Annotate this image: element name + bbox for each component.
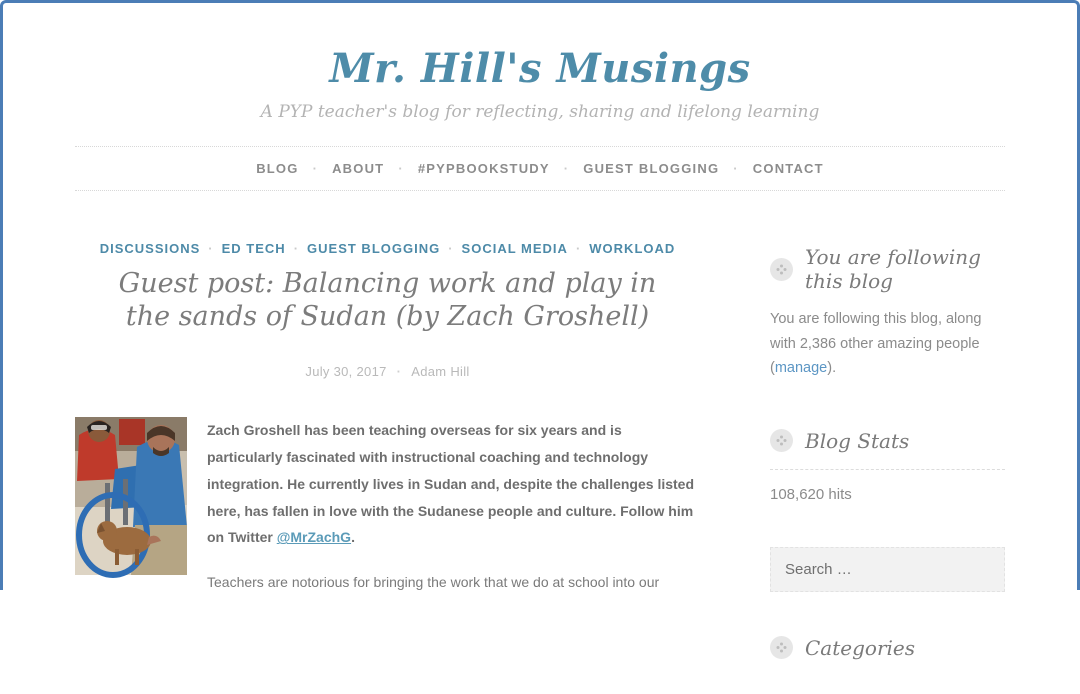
site-tagline: A PYP teacher's blog for reflecting, sharing and lifelong learning: [260, 102, 820, 122]
category-separator: ·: [448, 241, 454, 256]
widget-button-icon: [770, 429, 793, 452]
category-separator: ·: [575, 241, 582, 256]
follow-text-end: ).: [827, 360, 837, 377]
post-featured-image: [75, 417, 187, 596]
search-widget: [770, 547, 1005, 592]
nav-item-guest-blogging[interactable]: GUEST BLOGGING: [583, 161, 720, 176]
nav-separator: ·: [398, 161, 404, 176]
site-title-link[interactable]: Mr. Hill's Musings: [329, 45, 751, 92]
nav-item-blog[interactable]: BLOG: [256, 161, 299, 176]
category-link-workload[interactable]: WORKLOAD: [589, 241, 676, 256]
post-date: July 30, 2017: [305, 363, 387, 379]
post-meta: [75, 364, 700, 379]
meta-separator: ·: [396, 363, 402, 379]
sidebar: [770, 241, 1005, 694]
nav-item-contact[interactable]: CONTACT: [752, 161, 824, 176]
category-link-ed-tech[interactable]: ED TECH: [221, 241, 286, 256]
nav-separator: ·: [312, 161, 319, 176]
nav-separator: ·: [563, 161, 570, 176]
follow-widget-text: [770, 307, 1005, 381]
follow-text: You are following this blog, along with 2,386 other amazing people (: [770, 311, 982, 377]
blog-stats-value: 108,620 hits: [770, 485, 852, 503]
categories-heading: Categories: [805, 635, 915, 660]
main-nav: [75, 146, 1005, 191]
follow-widget-heading: You are following this blog: [805, 245, 981, 293]
follow-widget: [770, 241, 1005, 381]
search-input[interactable]: [770, 547, 1005, 592]
post-category-links: [75, 241, 700, 256]
categories-widget: [770, 632, 1005, 660]
widget-divider: [770, 469, 1005, 470]
category-link-guest-blogging[interactable]: GUEST BLOGGING: [307, 241, 441, 256]
post-intro-paragraph: [207, 417, 700, 551]
blog-stats-widget: [770, 425, 1005, 503]
intro-text-end: .: [351, 529, 355, 546]
category-link-social-media[interactable]: SOCIAL MEDIA: [461, 241, 568, 256]
post-title[interactable]: Guest post: Balancing work and play in the sands of Sudan (by Zach Groshell): [118, 268, 657, 332]
category-separator: ·: [208, 241, 214, 256]
category-separator: ·: [293, 241, 300, 256]
blog-stats-heading: Blog Stats: [805, 428, 910, 453]
twitter-handle-link[interactable]: @MrZachG: [276, 529, 352, 546]
post-second-paragraph: Teachers are notorious for bringing the work that we do at school into our: [207, 574, 660, 591]
widget-button-icon: [770, 258, 793, 281]
post-author: Adam Hill: [411, 363, 470, 379]
post-article: [75, 241, 700, 694]
nav-item-about[interactable]: ABOUT: [332, 161, 385, 176]
site-header: [75, 3, 1005, 122]
intro-text: Zach Groshell has been teaching overseas for six years and is particularly fascinated with instructional coaching and technology integration. He currently lives in Sudan and, despite the challenges listed here, has fallen in love with the Sudanese people and culture. Follow him on Twitter: [207, 421, 695, 546]
widget-button-icon: [770, 636, 793, 659]
category-link-discussions[interactable]: DISCUSSIONS: [99, 241, 201, 256]
nav-item-pypbookstudy[interactable]: #PYPBOOKSTUDY: [417, 161, 550, 176]
manage-link[interactable]: manage: [774, 360, 828, 377]
nav-separator: ·: [733, 161, 739, 176]
